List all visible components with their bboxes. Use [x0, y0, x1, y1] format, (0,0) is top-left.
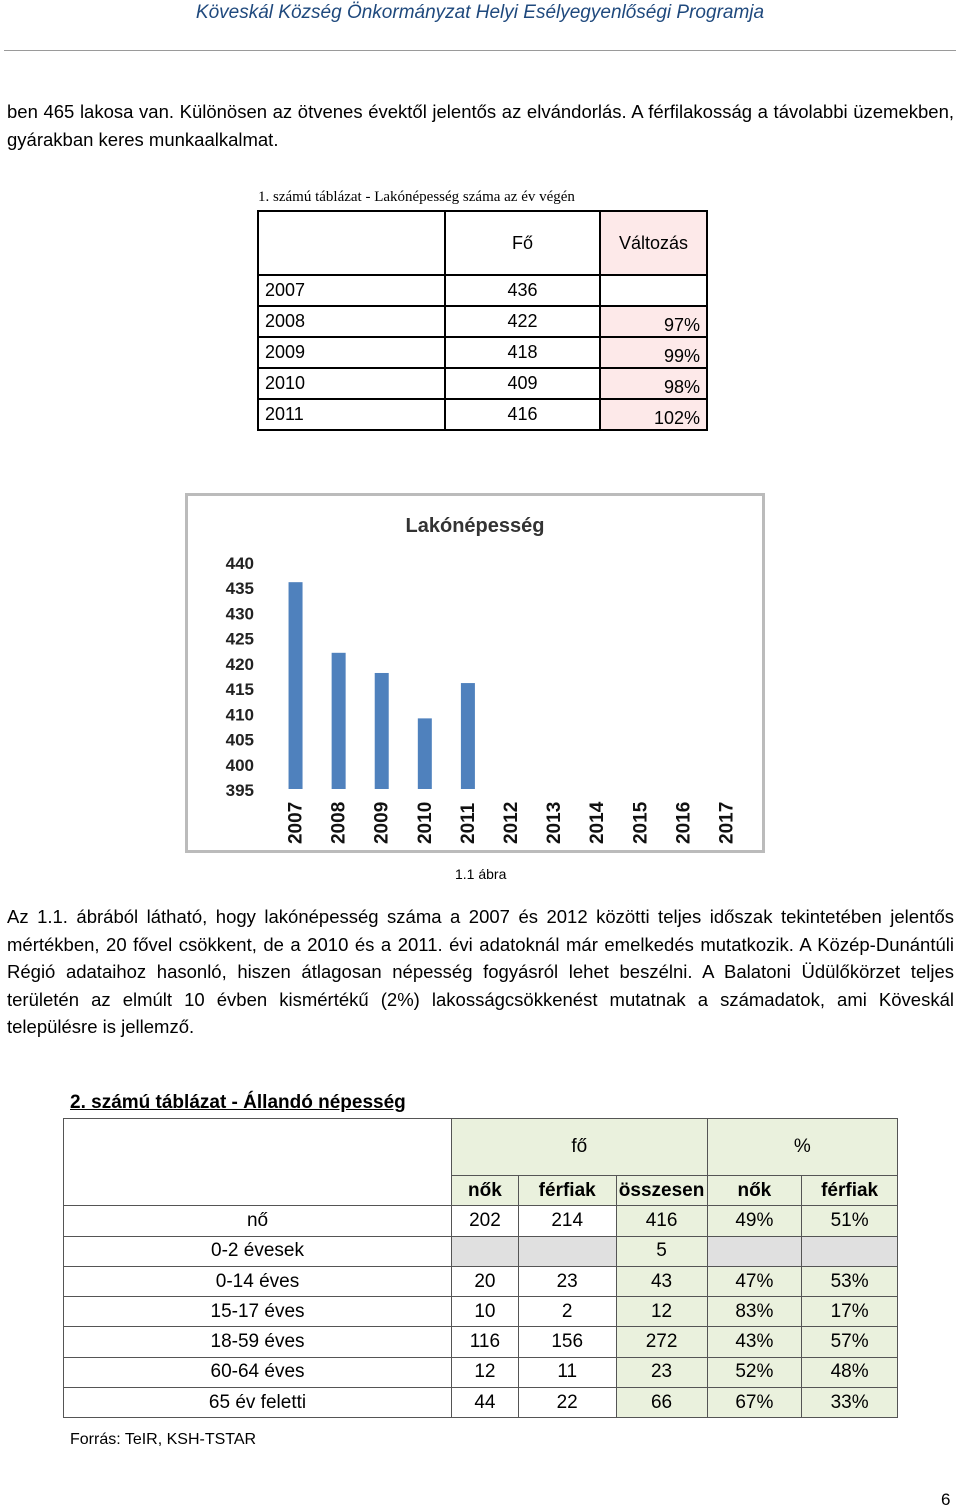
y-tick-label: 435 [225, 579, 254, 599]
table2-sub-osszesen: összesen [616, 1176, 707, 1206]
table1-fo: 416 [445, 399, 600, 430]
table-row [64, 1327, 898, 1357]
table2-row-label: 0-2 évesek [64, 1236, 452, 1266]
table2-nok: 202 [452, 1206, 519, 1236]
y-tick-label: 410 [225, 705, 254, 725]
bar [461, 683, 475, 789]
table1-year: 2009 [258, 337, 445, 368]
y-tick-label: 400 [225, 755, 254, 775]
table2-ferfiak: 22 [518, 1388, 616, 1418]
table2-row-label: 15-17 éves [64, 1297, 452, 1327]
table2-corner-cell-2 [64, 1176, 452, 1206]
table2-caption: 2. számú táblázat - Állandó népesség [70, 1092, 406, 1113]
table1-fo: 422 [445, 306, 600, 337]
table2-corner-cell [64, 1119, 452, 1176]
table1-fo: 436 [445, 275, 600, 306]
x-tick-label: 2014 [587, 801, 609, 844]
table-row [64, 1297, 898, 1327]
table2-nok-pct: 49% [707, 1206, 802, 1236]
table2-nok-pct: 43% [707, 1327, 802, 1357]
table2-group-header-row [64, 1119, 898, 1176]
x-tick-label: 2013 [544, 801, 566, 844]
x-tick-label: 2008 [328, 801, 350, 844]
table2-ferfiak: 11 [518, 1357, 616, 1387]
y-tick-label: 415 [225, 680, 254, 700]
table2-nok: 12 [452, 1357, 519, 1387]
chart-title: Lakónépesség [405, 515, 545, 537]
table2-row-label: 65 év feletti [64, 1388, 452, 1418]
y-tick-label: 440 [225, 554, 254, 573]
table2-ferfiak [518, 1236, 616, 1266]
table2-group-pct: % [707, 1119, 897, 1176]
bar [332, 653, 346, 789]
y-tick-label: 430 [225, 604, 254, 624]
table1-year: 2008 [258, 306, 445, 337]
table-row [64, 1266, 898, 1296]
bar [375, 673, 389, 789]
table2-ferfiak-pct: 48% [802, 1357, 898, 1387]
table1-change: 97% [600, 306, 707, 337]
table1-corner-cell [258, 211, 445, 275]
table2-nok-pct [707, 1236, 802, 1266]
bar [418, 718, 432, 789]
table2-sub-ferfiak-pct: férfiak [802, 1176, 898, 1206]
table2-osszesen: 23 [616, 1357, 707, 1387]
population-table [257, 210, 708, 431]
figure-caption: 1.1 ábra [455, 866, 507, 882]
x-tick-label: 2012 [501, 801, 522, 844]
body-paragraph: Az 1.1. ábrából látható, hogy lakónépesség száma a 2007 és 2012 közötti teljes időszak tekintetében jelentős mértékben, 20 fővel csökkent, de a 2010 és a 2011. évi adatoknál már emelkedés mutatkozik. A Közép-Dunántúli Régió adataihoz hasonló, hiszen átlagosan népesség fogyásról lehet beszélni. A Balatoni Üdülőkörzet teljes területén az elmúlt 10 évben kismértékű (2%) lakosságcsökkenést mutatnak a számadatok, ami Köveskál településre is jellemző. [7, 906, 954, 1037]
table-row [258, 337, 707, 368]
x-tick-label: 2007 [285, 801, 307, 844]
table1-caption: 1. számú táblázat - Lakónépesség száma az év végén [258, 189, 575, 205]
page-header [0, 0, 960, 52]
bar [289, 582, 303, 789]
y-tick-label: 425 [225, 629, 254, 649]
x-tick-label: 2017 [716, 801, 738, 844]
y-tick-label: 420 [225, 654, 254, 674]
table-row [258, 275, 707, 306]
table-row [258, 399, 707, 430]
table-row [258, 306, 707, 337]
intro-paragraph: ben 465 lakosa van. Különösen az ötvenes évektől jelentős az elvándorlás. A férfilakosság a távolabbi üzemekben, gyárakban keres munkaalkalmat. [7, 101, 954, 150]
table2-sub-ferfiak: férfiak [518, 1176, 616, 1206]
table1-change: 98% [600, 368, 707, 399]
table-row [64, 1388, 898, 1418]
table2-osszesen: 5 [616, 1236, 707, 1266]
table1-year: 2010 [258, 368, 445, 399]
permanent-population-table [63, 1118, 898, 1418]
header-title: Köveskál Község Önkormányzat Helyi Esélyegyenlőségi Programja [195, 2, 765, 23]
table1-col-fo: Fő [445, 211, 600, 275]
population-chart [185, 493, 765, 853]
table-row [64, 1357, 898, 1387]
table1-col-change: Változás [600, 211, 707, 275]
x-tick-label: 2016 [673, 801, 695, 844]
table2-nok-pct: 52% [707, 1357, 802, 1387]
table2-osszesen: 272 [616, 1327, 707, 1357]
page-number: 6 [941, 1490, 951, 1509]
table2-ferfiak-pct: 57% [802, 1327, 898, 1357]
table-row [258, 368, 707, 399]
table2-nok-pct: 83% [707, 1297, 802, 1327]
table2-nok-pct: 47% [707, 1266, 802, 1296]
table2-ferfiak: 23 [518, 1266, 616, 1296]
table2-sub-nok: nők [452, 1176, 519, 1206]
y-tick-label: 395 [225, 781, 254, 800]
table2-nok: 116 [452, 1327, 519, 1357]
x-tick-label: 2015 [630, 801, 652, 844]
table2-sub-nok-pct: nők [707, 1176, 802, 1206]
table2-source: Forrás: TeIR, KSH-TSTAR [70, 1431, 257, 1448]
table1-change: 102% [600, 399, 707, 430]
table2-row-label: 60-64 éves [64, 1357, 452, 1387]
table2-ferfiak: 214 [518, 1206, 616, 1236]
table1-fo: 418 [445, 337, 600, 368]
header-divider [4, 50, 956, 51]
table1-header-row [258, 211, 707, 275]
table2-ferfiak-pct: 53% [802, 1266, 898, 1296]
table2-ferfiak-pct: 17% [802, 1297, 898, 1327]
table2-ferfiak-pct: 33% [802, 1388, 898, 1418]
table2-ferfiak: 2 [518, 1297, 616, 1327]
table2-nok [452, 1236, 519, 1266]
table2-group-fo: fő [452, 1119, 708, 1176]
table1-change [600, 275, 707, 306]
table2-row-label: nő [64, 1206, 452, 1236]
table2-nok-pct: 67% [707, 1388, 802, 1418]
table2-row-label: 0-14 éves [64, 1266, 452, 1296]
x-tick-label: 2009 [371, 801, 393, 844]
table1-fo: 409 [445, 368, 600, 399]
table-row [64, 1206, 898, 1236]
table2-row-label: 18-59 éves [64, 1327, 452, 1357]
table-row [64, 1236, 898, 1266]
table2-nok: 20 [452, 1266, 519, 1296]
table2-ferfiak-pct: 51% [802, 1206, 898, 1236]
table2-nok: 44 [452, 1388, 519, 1418]
table1-change: 99% [600, 337, 707, 368]
table2-ferfiak: 156 [518, 1327, 616, 1357]
table2-osszesen: 43 [616, 1266, 707, 1296]
table1-year: 2007 [258, 275, 445, 306]
table2-osszesen: 12 [616, 1297, 707, 1327]
table2-subheader-row [64, 1176, 898, 1206]
table2-osszesen: 66 [616, 1388, 707, 1418]
table2-osszesen: 416 [616, 1206, 707, 1236]
y-tick-label: 405 [225, 730, 254, 750]
table2-ferfiak-pct [802, 1236, 898, 1266]
x-tick-label: 2010 [414, 801, 436, 844]
table1-year: 2011 [258, 399, 445, 430]
table2-nok: 10 [452, 1297, 519, 1327]
chart-svg [188, 496, 762, 850]
x-tick-label: 2011 [457, 802, 479, 844]
